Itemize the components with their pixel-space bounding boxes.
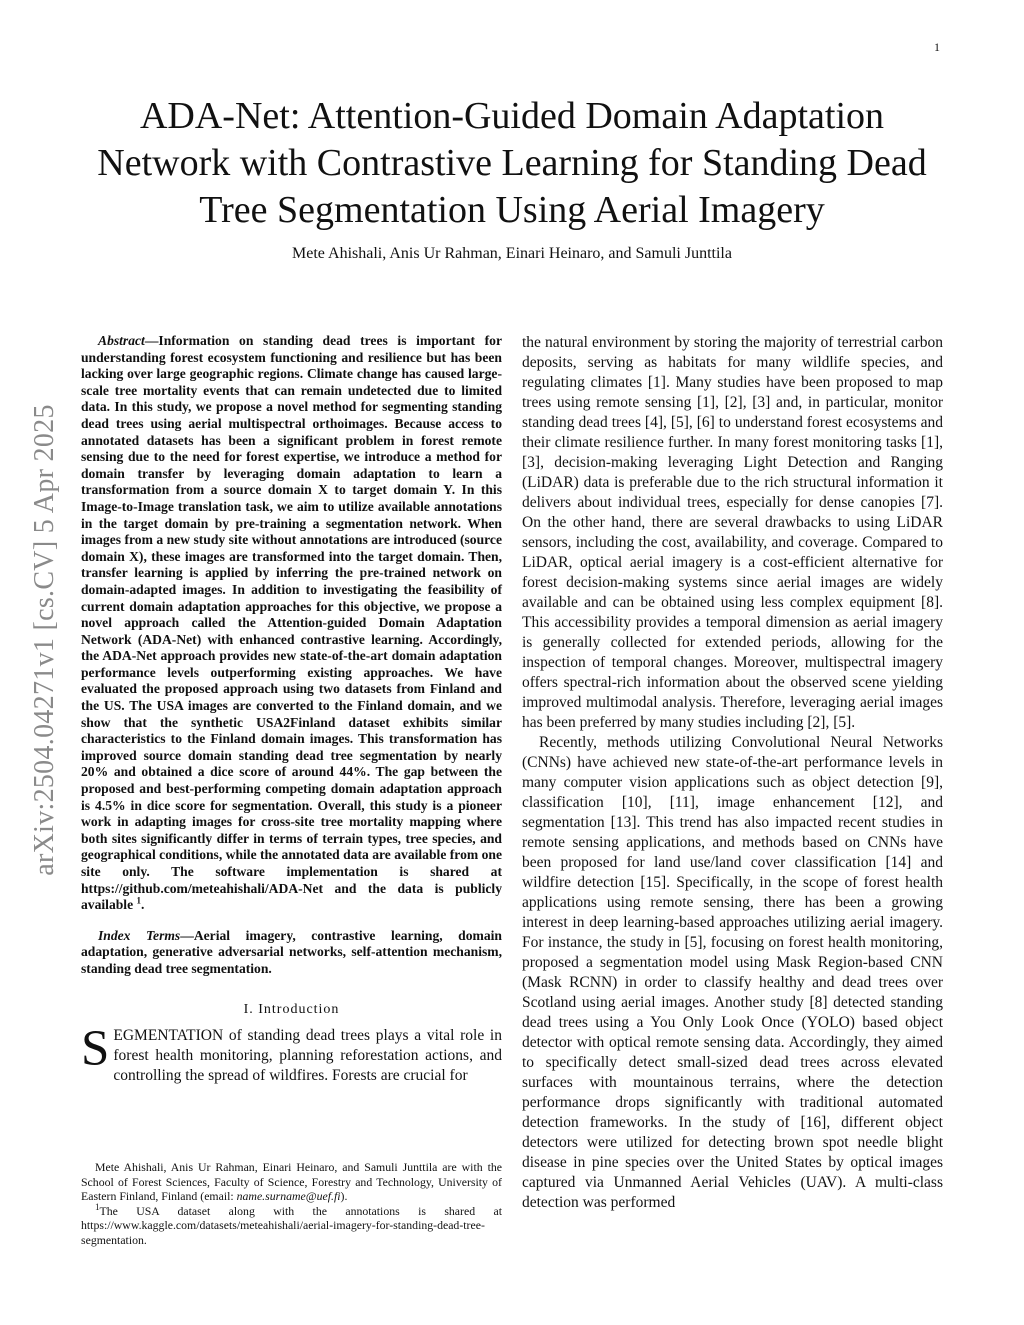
index-terms-label: Index Terms (98, 927, 181, 943)
affiliation-close: ). (340, 1189, 348, 1204)
abstract-text: —Information on standing dead trees is important for understanding forest ecosystem functioning and resilience but has been lacking over large geographic regions. Climate change has caused large-scale tree mortality events that can remain undetected due to limited data. In this study, we propose a novel method for segmenting standing dead trees using aerial multispectral orthoimages. Because access to annotated datasets has been a significant problem in forest remote sensing due to the need for forest expertise, we introduce a method for domain transfer by leveraging domain adaptation to learn a transformation from a source domain X to target domain Y. In this Image-to-Image translation task, we aim to utilize available annotations in the target domain by pre-training a segmentation network. When images from a new study site without annotations are introduced (source domain X), these images are transformed into the target domain. Then, transfer learning is applied by inferring the pre-trained network on domain-adapted images. In addition to investigating the feasibility of current domain adaptation approaches for this objective, we propose a novel approach called the Attention-guided Domain Adaptation Network (ADA-Net) with enhanced contrastive learning. Accordingly, the ADA-Net approach provides new state-of-the-art domain adaptation performance levels outperforming existing approaches. We have evaluated the proposed approach using two datasets from Finland and the US. The USA images are converted to the Finland domain, and we show that the synthetic USA2Finland dataset exhibits similar characteristics to the Finland domain images. This transformation has improved source domain standing dead tree segmentation by nearly 20% and obtained a dice score of around 44%. The gap between the proposed and best-performing competing domain adaptation approach is 4.5% in dice score for segmentation. Overall, this study is a pioneer work in adapting images for cross-site tree mortality mapping where both sites significantly differ in terms of terrain types, tree species, and geographical conditions, while the annotated data are available from one site only. The software implementation is shared at https://github.com/meteahishali/ADA-Net and the data is publicly available (81, 333, 502, 913)
abstract-footnote-mark: 1 (136, 895, 142, 906)
introduction-paragraph-1-continued: the natural environment by storing the majority of terrestrial carbon deposits, serving as habitats for many wildlife species, and regulating climates [1]. Many studies have been proposed to map trees using remote sensing [1], [2], [3] and, in particular, monitor standing dead trees [4], [5], [6] to understand forest ecosystems and their climate resilience further. In many forest monitoring tasks [1], [3], decision-making leveraging Light Detection and Ranging (LiDAR) data is preferable due to the rich structural information it delivers about individual trees, especially for dense canopies [7]. On the other hand, there are several drawbacks to using LiDAR sensors, including the cost, availability, and coverage. Compared to LiDAR, optical aerial imagery is a cost-efficient alternative for forest decision-making systems since aerial images are widely available and can be obtained using less complex equipment [8]. This accessibility provides a temporal dimension as aerial imagery is generally collected for extended periods, allowing for the inspection of temporal changes. Moreover, multispectral imagery offers spectral-rich information about the observed scene yielding improved multimodal analysis. Therefore, leveraging aerial images has been preferred by many studies including [2], [5]. (522, 334, 943, 731)
section-heading-introduction: I. Introduction (243, 1001, 340, 1017)
dataset-footnote (81, 1201, 502, 1248)
abstract (81, 333, 502, 914)
author-email: name.surname@uef.fi (236, 1189, 341, 1204)
introduction-paragraph-1-start: EGMENTATION of standing dead trees plays a vital role in forest health monitoring, planning reforestation actions, and controlling the spread of wildfires. Forests are crucial for (113, 1026, 502, 1084)
footnotes (81, 1160, 502, 1248)
introduction-paragraph-2: Recently, methods utilizing Convolutional Neural Networks (CNNs) have achieved new state-of-the-art performance levels in many computer vision applications such as object detection [9], classification [10], [11], image enhancement [12], and segmentation [13]. This trend has also impacted recent studies in remote sensing applications, and methods based on CNNs have been proposed for land use/land cover classification [14] and wildfire detection [15]. Specifically, in the scope of forest health applications using remote sensing, there has been a growing interest in deep learning-based approaches utilizing aerial imagery. For instance, the study in [5], focusing on forest health monitoring, proposed a segmentation model using Mask Region-based CNN (Mask RCNN) in order to classify healthy and dead trees over Scotland using aerial images. Another study [8] detected standing dead trees using a You Only Look Once (YOLO) based object detector with optical remote sensing data. Accordingly, they aimed to specifically detect small-sized dead trees across elevated surfaces with mountainous terrains, where the detection performance drops significantly with traditional automated detection frameworks. In the study of [16], different object detectors were utilized for detecting brown spot needle blight disease in pine species over the United States by optical images captured via Unmanned Aerial Vehicles (UAV). A multi-class detection was performed (522, 734, 943, 1211)
author-affiliation-footnote (81, 1160, 502, 1204)
abstract-end: . (141, 897, 145, 913)
abstract-label: Abstract (98, 333, 145, 348)
paper-title: ADA-Net: Attention-Guided Domain Adaptation Network with Contrastive Learning for Standing Dead Tree Segmentation Using Aerial Imagery (97, 95, 927, 231)
index-terms-text: —Aerial imagery, contrastive learning, domain adaptation, generative adversarial networks, self-attention mechanism, standing dead tree segmentation. (81, 927, 502, 976)
author-list: Mete Ahishali, Anis Ur Rahman, Einari Heinaro, and Samuli Junttila (292, 245, 732, 262)
dataset-footnote-mark: 1 (95, 1201, 100, 1212)
arxiv-identifier: arXiv:2504.04271v1 [cs.CV] 5 Apr 2025 (29, 404, 60, 876)
page-number: 1 (934, 40, 940, 54)
right-column (522, 333, 943, 1213)
left-column (81, 333, 502, 1086)
introduction-paragraph-1 (81, 1020, 502, 1086)
dataset-footnote-text: The USA dataset along with the annotations is shared at https://www.kaggle.com/datasets/meteahishali/aerial-imagery-for-standing-dead-tree-segmentation. (81, 1203, 502, 1247)
index-terms (81, 928, 502, 978)
affiliation-text: Mete Ahishali, Anis Ur Rahman, Einari Heinaro, and Samuli Junttila are with the School of Forest Sciences, Faculty of Science, Forestry and Technology, University of Eastern Finland, Finland (email: (81, 1160, 502, 1204)
dropcap: S (81, 1020, 110, 1077)
